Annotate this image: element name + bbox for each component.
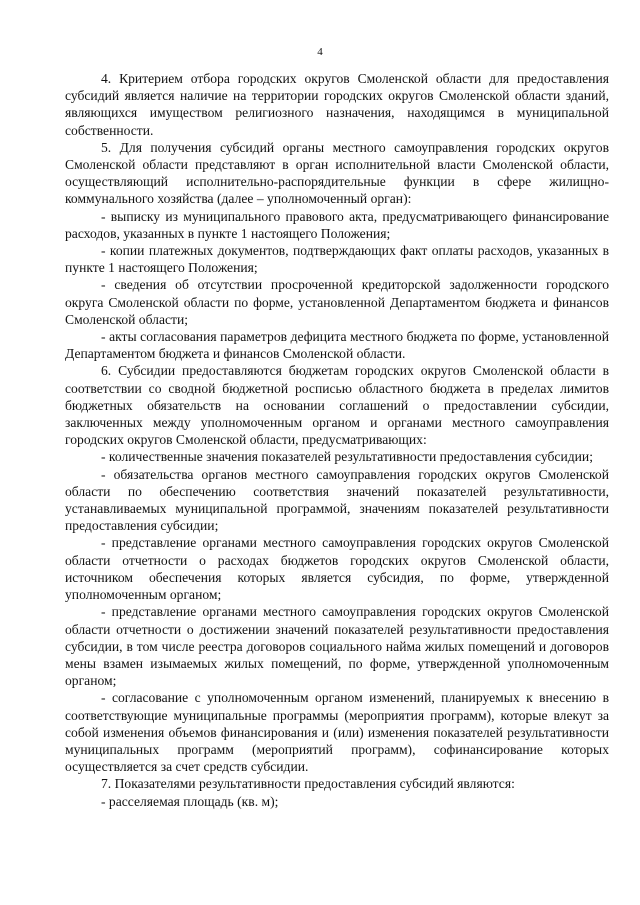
list-item: - выписку из муниципального правового акта, предусматривающего финансирование расходов, указанных в пункте 1 настоящего Положения; xyxy=(65,208,609,241)
list-item: - акты согласования параметров дефицита местного бюджета по форме, установленной Департаментом бюджета и финансов Смоленской области. xyxy=(65,329,609,362)
document-body xyxy=(65,70,609,810)
paragraph-item-4: 4. Критерием отбора городских округов Смоленской области для предоставления субсидий является наличие на территории городских округов Смоленской области зданий, являющихся имуществом религиозного назначения, находящимся в муниципальной собственности. xyxy=(65,71,609,138)
list-item: - согласование с уполномоченным органом изменений, планируемых к внесению в соответствующие муниципальные программы (мероприятия программ), которые влекут за собой изменения объемов финансирования и (или) изменения показателей результативности муниципальных программ (мероприятий программ), софинансирование которых осуществляется за счет средств субсидии. xyxy=(65,690,609,775)
list-item: - обязательства органов местного самоуправления городских округов Смоленской области по обеспечению соответствия значений показателей результативности, устанавливаемых муниципальной программой, значениям показателей результативности предоставления субсидии; xyxy=(65,466,609,534)
paragraph-item-6: 6. Субсидии предоставляются бюджетам городских округов Смоленской области в соответствии со сводной бюджетной росписью областного бюджета в пределах лимитов бюджетных обязательств на основании соглашений о предоставлении субсидии, заключенных между уполномоченным органом и органами местного самоуправления городских округов Смоленской области, предусматривающих: xyxy=(65,363,609,448)
list-item: - представление органами местного самоуправления городских округов Смоленской области отчетности о достижении значений показателей результативности предоставления субсидии, в том числе реестра договоров социального найма жилых помещений и договоров мены взамен изымаемых жилых помещений, по форме, утвержденной уполномоченным органом; xyxy=(65,604,609,689)
list-item: - расселяемая площадь (кв. м); xyxy=(101,793,279,809)
list-item: - количественные значения показателей результативности предоставления субсидии; xyxy=(101,449,593,465)
list-item: - представление органами местного самоуправления городских округов Смоленской области отчетности о расходах бюджетов городских округов Смоленской области, источником обеспечения которых является субсидия, по форме, утвержденной уполномоченным органом; xyxy=(65,535,609,603)
paragraph-item-7: 7. Показателями результативности предоставления субсидий являются: xyxy=(101,776,515,792)
list-item: - копии платежных документов, подтверждающих факт оплаты расходов, указанных в пункте 1 настоящего Положения; xyxy=(65,243,609,276)
page-number: 4 xyxy=(317,46,323,58)
paragraph-item-5: 5. Для получения субсидий органы местного самоуправления городских округов Смоленской области представляют в орган исполнительной власти Смоленской области, осуществляющий исполнительно-распорядительные функции в сфере жилищно-коммунального хозяйства (далее – уполномоченный орган): xyxy=(65,139,609,207)
list-item: - сведения об отсутствии просроченной кредиторской задолженности городского округа Смоленской области по форме, установленной Департаментом бюджета и финансов Смоленской области; xyxy=(65,277,609,327)
